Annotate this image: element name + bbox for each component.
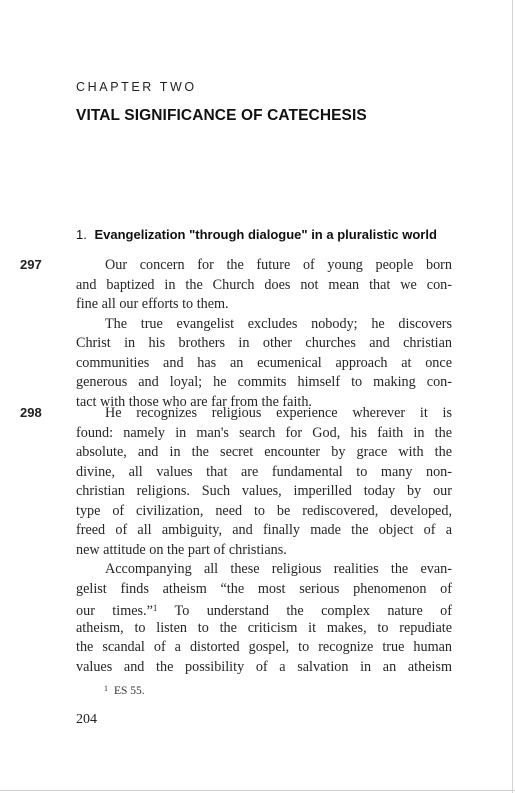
paragraph-298 bbox=[76, 404, 452, 677]
page-edge bbox=[512, 0, 513, 793]
text-line: absolute, and in the secret encounter by grace with the bbox=[76, 444, 452, 460]
chapter-label: CHAPTER TWO bbox=[76, 80, 197, 94]
section-number: 1. bbox=[76, 227, 87, 242]
text-line: new attitude on the part of christians. bbox=[76, 541, 287, 558]
text-line: values and the possibility of a salvation in an atheism bbox=[76, 658, 452, 675]
text-line: and baptized in the Church does not mean that we con- bbox=[76, 276, 452, 293]
text-line-with-footnote-ref bbox=[76, 599, 452, 619]
text-line: freed of all ambiguity, and finally made the object of a bbox=[76, 522, 452, 538]
section-title: Evangelization "through dialogue" in a pluralistic world bbox=[94, 227, 437, 242]
text-line: atheism, to listen to the criticism it makes, to repudiate bbox=[76, 619, 452, 636]
text-line: fine all our efforts to them. bbox=[76, 296, 229, 312]
section-heading bbox=[76, 227, 437, 242]
text-line: generous and loyal; he commits himself to making con- bbox=[76, 374, 452, 390]
text-line: Our concern for the future of young people born bbox=[105, 257, 452, 273]
paragraph-297 bbox=[76, 256, 452, 412]
bottom-edge bbox=[0, 790, 515, 791]
text-line: tact with those who are far from the faith. bbox=[76, 393, 312, 410]
text-line: type of civilization, need to be rediscovered, developed, bbox=[76, 502, 452, 519]
text-line: the scandal of a distorted gospel, to recognize true human bbox=[76, 639, 452, 655]
footnote bbox=[104, 684, 145, 697]
text-fragment: To understand the complex nature of bbox=[174, 603, 452, 619]
footnote-text: ES 55. bbox=[114, 685, 145, 697]
margin-number-297: 297 bbox=[20, 257, 42, 272]
text-line: communities and has an ecumenical approach at once bbox=[76, 354, 452, 371]
footnote-marker: 1 bbox=[104, 684, 108, 693]
text-line: divine, all values that are fundamental to many non- bbox=[76, 463, 452, 480]
text-line: found: namely in man's search for God, his faith in the bbox=[76, 424, 452, 441]
text-line: The true evangelist excludes nobody; he discovers bbox=[105, 315, 452, 332]
margin-number-298: 298 bbox=[20, 405, 42, 420]
footnote-reference: 1 bbox=[152, 603, 158, 613]
text-line: Christ in his brothers in other churches and christian bbox=[76, 335, 452, 351]
text-line: gelist finds atheism “the most serious phenomenon of bbox=[76, 580, 452, 597]
page-number: 204 bbox=[76, 712, 97, 727]
chapter-title: VITAL SIGNIFICANCE OF CATECHESIS bbox=[76, 107, 367, 124]
text-fragment: our times.” bbox=[76, 603, 153, 619]
text-line: Accompanying all these religious realities the evan- bbox=[105, 561, 452, 577]
text-line: christian religions. Such values, imperilled today by our bbox=[76, 483, 452, 499]
text-line: He recognizes religious experience wherever it is bbox=[105, 405, 452, 421]
